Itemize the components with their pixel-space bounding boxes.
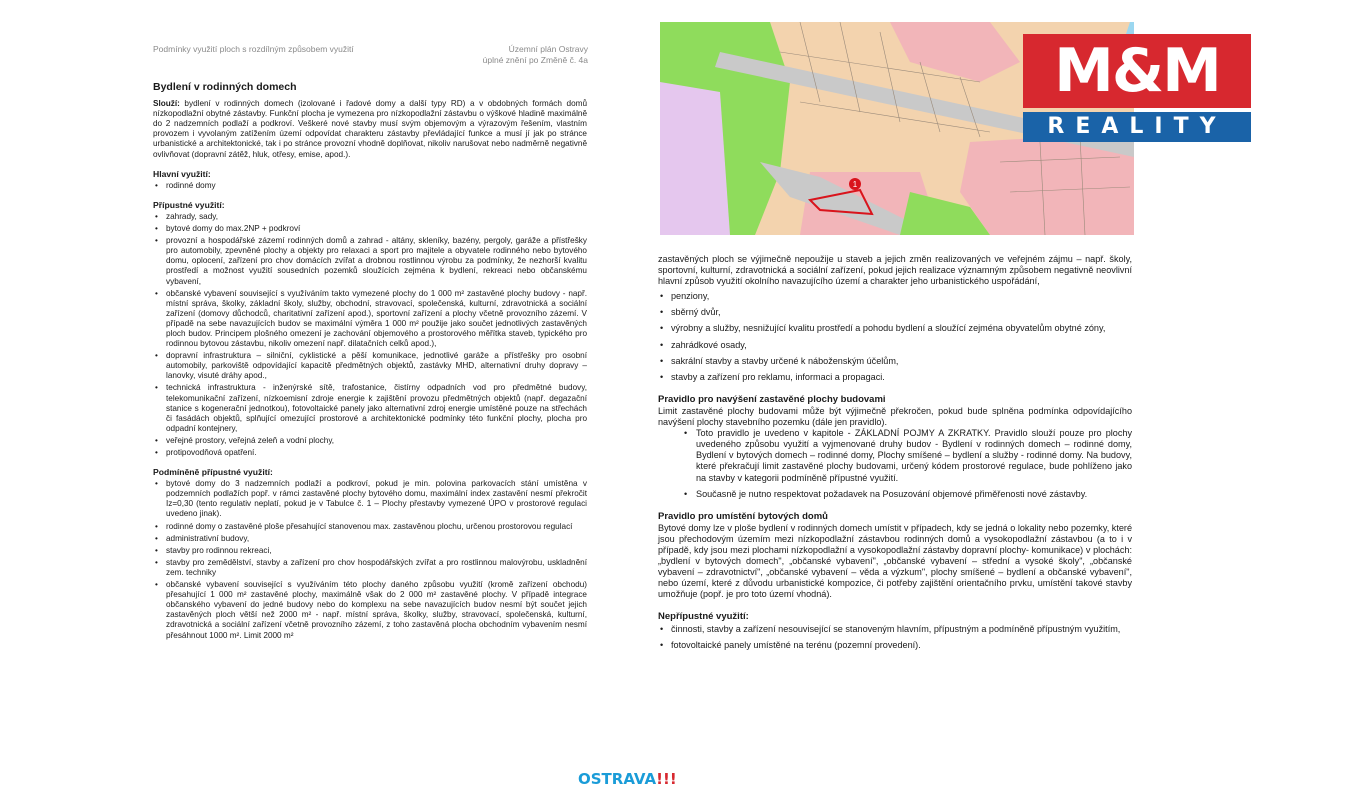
hlavni-title: Hlavní využití: [153,168,211,179]
pripustne-title: Přípustné využití: [153,199,225,210]
list-item: • penziony, [658,291,1132,302]
list-item: • protipovodňová opatření. [153,448,587,458]
list-item: • technická infrastruktura - inženýrské sítě, trafostanice, čistírny odpadních vod pro předmětné budovy, telekomunikační zařízení, nízkoemisní zdroje energie k zajištění provozu předmětných objektů (např. degazační stanice s kogenerační jednotkou), fotovoltaické panely jako alternativní zdroj energie umístěné pouze na střechách či fasádách objektů, splňující omezující prostorové a architektonické podmínky této funkční plochy, plocha pro odpadní kontejnery, [153,383,587,433]
ostrava-brand: OSTRAVA [578,770,657,788]
podminene-list [153,479,587,640]
list-item: • provozní a hospodářské zázemí rodinných domů a zahrad - altány, skleníky, bazény, pergoly, garáže a přístřešky pro automobily, zpevněné plochy a objekty pro relaxaci a sport pro majitele a obyvatele rodinného nebo bytového domu, oplocení, zařízení pro chov domácích zvířat a drobnou rostlinnou výrobu za podmínky, že nezhorší kvalitu prostředí a možnost využití sousedních pozemků sloužících zejména k bydlení, rekreaci nebo občanskému vybavení, [153,236,587,286]
list-item: • sběrný dvůr, [658,307,1132,318]
list-item: • občanské vybavení související s využíváním této plochy daného způsobu využití (kromě zařízení obchodu) přesahující 1 000 m² zastavěné plochy, maximálně však do 2 000 m² zastavěné plochy. V případě integrace občanského vybavení do jedné budovy nebo do komplexu na sebe navazujících budov nesmí být součet jejich zastavěných ploch větší než 2000 m² - např. místní správa, školky, služby, stravovací, společenská, kulturní, zdravotnická a sociální zařízení včetně provozního zázemí, z toho zastavěná plocha obchodním vybavením nesmí přesáhnout 1000 m². Limit 2000 m² [153,580,587,641]
bytovych-text: Bytové domy lze v ploše bydlení v rodinných domech umístit v případech, kdy se jedná o lokality nebo pozemky, které jsou přechodovým územím mezi nízkopodlažní zástavbou rodinných domů a vysokopodlažní zástavbou (a to i v případě, kdy jsou mezi plochami nízkopodlažní a vysokopodlažní zástavby dopravní plochy- komunikace) v plochách: „bydlení v bytových domech", „občanské vybavení", „občanské vybavení – střední a vysoké školy", „občanské vybavení – zdravotnictví", „občanské vybavení – věda a výzkum", plochy smíšené – bydlení a občanské vybavení", nebo území, které z důvodu urbanistické kompozice, či potřeby zajištění orientačního prvku, umístění takové stavby umožňuje (popř. je pro toto území vhodná). [658,522,1132,600]
list-item: • zahrady, sady, [153,212,587,222]
logo-mm: M&M [1023,34,1251,108]
header-right [483,44,588,66]
right-page [655,0,1135,760]
hlavni-list [153,181,587,191]
header-right-line1: Územní plán Ostravy [508,44,588,54]
left-body [153,82,587,643]
right-intro: zastavěných ploch se výjimečně nepoužije u staveb a jejich změn realizovaných ve veřejném zájmu – např. školy, sportovní, kulturní, zdravotnická a sociální zařízení, pokud jejich realizace významným způsobem negativně neovlivní hlavní způsob využití okolního navazujícího území a charakter jeho urbanistického uspořádání, [658,254,1132,287]
nepripustne-list [658,624,1132,651]
list-item: • stavby pro rodinnou rekreaci, [153,546,587,556]
navyseni-title: Pravidlo pro navýšení zastavěné plochy budovami [658,393,886,405]
pripustne-list [153,212,587,458]
navyseni-list [658,428,1132,500]
list-item: • činnosti, stavby a zařízení nesouvisející se stanoveným hlavním, přípustným a podmíněně přípustným využitím, [658,624,1132,635]
slouzi-paragraph [153,99,587,160]
slouzi-label: Slouží: [153,99,180,109]
list-item: • výrobny a služby, nesnižující kvalitu prostředí a pohodu bydlení a sloužící zejména obyvatelům obytné zóny, [658,323,1132,334]
logo-reality: REALITY [1023,112,1251,142]
navyseni-text: Limit zastavěné plochy budovami může být výjimečně překročen, pokud bude splněna podmínka odpovídajícího navýšení plochy stavebního pozemku (dále jen pravidlo). [658,405,1132,428]
list-item: • Toto pravidlo je uvedeno v kapitole - ZÁKLADNÍ POJMY A ZKRATKY. Pravidlo slouží pouze pro plochy uvedeného způsobu využití a vyjmenované druhy budov - Bydlení v rodinných domech – rodinné domy, Bydlení v bytových domech – rodinné domy, Plochy smíšené – bydlení a služby - rodinné domy. Na budovy, které překračují limit zastavěné plochy budovami, určený kódem prostorové regulace, bude pohlíženo jako na stavby v kategorii podmíněně přípustné využití. [682,428,1132,483]
ostrava-logo [578,770,677,788]
ostrava-exclaim: !!! [656,770,677,788]
right-body [658,254,1132,656]
section-title: Bydlení v rodinných domech [153,81,297,93]
list-item: • veřejné prostory, veřejná zeleň a vodní plochy, [153,436,587,446]
nepripustne-title: Nepřípustné využití: [658,611,749,623]
left-page [150,0,590,760]
list-item: • stavby a zařízení pro reklamu, informaci a propagaci. [658,372,1132,383]
header-left: Podmínky využití ploch s rozdílným způsobem využití [153,44,354,54]
list-item: • administrativní budovy, [153,534,587,544]
list-item: • stavby pro zemědělství, stavby a zařízení pro chov hospodářských zvířat a pro rostlinnou malovýrobu, uskladnění zem. techniky [153,558,587,578]
right-list [658,291,1132,383]
list-item: • fotovoltaické panely umístěné na terénu (pozemní provedení). [658,640,1132,651]
list-item: • Současně je nutno respektovat požadavek na Posuzování objemové přiměřenosti nové zástavby. [682,489,1132,500]
podminene-title: Podmíněně přípustné využití: [153,467,273,478]
header-right-line2: úplné znění po Změně č. 4a [482,55,588,65]
slouzi-text: bydlení v rodinných domech (izolované i řadové domy a další typy RD) a v obdobných formách domů nízkopodlažní obytné zástavby. Funkční plocha je vymezena pro nízkopodlažní zástavbu o výškové hladině maximálně do 2 nadzemních podlaží a podkroví. Veškeré nové stavby musí svým objemovým a výrazovým řešením, vlastním provozem i vyvolaným zatížením území odpovídat charakteru zástavby převládající funkce a musí jí jak po stránce urbanistické a architektonické, tak i po stránce provozní vhodně doplňovat, nikoliv narušovat nebo nadměrně negativně ovlivňovat (dopravní zátěž, hluk, otřesy, emise, apod.). [153,99,587,159]
list-item: • sakrální stavby a stavby určené k náboženským účelům, [658,356,1132,367]
list-item: • občanské vybavení související s využíváním takto vymezené plochy do 1 000 m² zastavěné plochy budovy - např. místní správa, školky, základní školy, služby, obchodní, stravovací, společenská, kulturní, zdravotnická a sociální zařízení (domovy důchodců, charitativní zařízení apod.), sportovní zařízení a plochy včetně provozního zázemí. V případě na sebe navazujících budov se maximální výměra 1 000 m² použije jako součet jednotlivých zastavěných ploch budov. Principem plošného omezení je zachování objemového a prostorového měřítka staveb, typického pro rodinnou bytovou zástavbu, nikoliv omezení např. dilatačních celků apod.), [153,289,587,350]
bytovych-title: Pravidlo pro umístění bytových domů [658,510,828,522]
map-marker-label: 1 [852,180,858,189]
list-item: • rodinné domy [153,181,587,191]
list-item: • bytové domy do max.2NP + podkroví [153,224,587,234]
list-item: • zahrádkové osady, [658,340,1132,351]
list-item: • dopravní infrastruktura – silniční, cyklistické a pěší komunikace, jednotlivé garáže a přístřešky pro osobní automobily, parkoviště odpovídající kapacitě předmětných objektů, zastávky MHD, alternativní druhy dopravy – lanovky, visuté dráhy apod., [153,351,587,381]
list-item: • rodinné domy o zastavěné ploše přesahující stanovenou max. zastavěnou plochu, určenou prostorovou regulací [153,522,587,532]
list-item: • bytové domy do 3 nadzemních podlaží a podkroví, pokud je min. polovina parkovacích stání umístěna v podzemních podlažích popř. v rámci zastavěné plochy bytového domu, maximální index zastavění nesmí překročit Iz=0,30 (tento regulativ neplatí, pokud je v Tabulce č. 1 – Plochy přestavby vymezené ÚPO v prostorové regulaci uvedeno jinak). [153,479,587,519]
